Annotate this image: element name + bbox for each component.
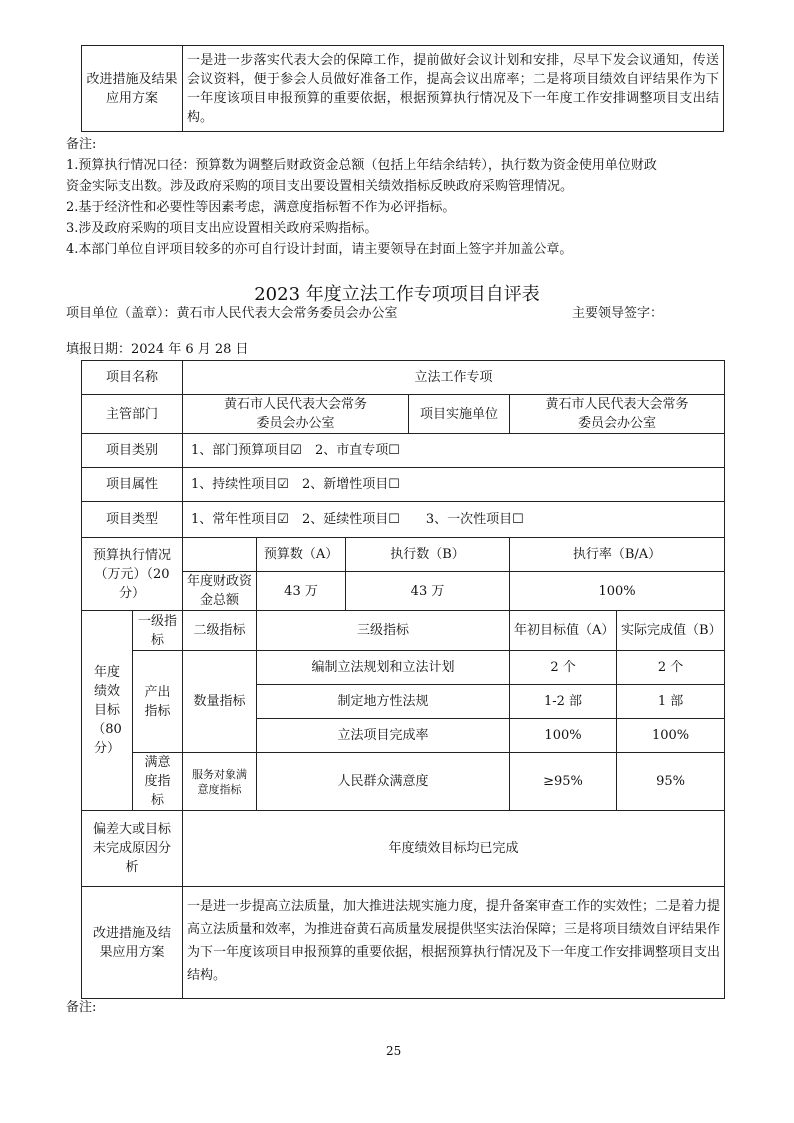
notes-block xyxy=(66,134,731,260)
indicator-actual: 2 个 xyxy=(617,651,725,685)
attr-value: 1、持续性项目☑ 2、新增性项目☐ xyxy=(183,468,725,502)
leader-sign: 主要领导签字： xyxy=(572,306,664,321)
level1-label: 一级指标 xyxy=(133,611,183,651)
budget-b: 43 万 xyxy=(346,572,510,611)
indicator-name: 编制立法规划和立法计划 xyxy=(257,651,510,685)
type-value: 1、常年性项目☑ 2、延续性项目☐ 3、一次性项目☐ xyxy=(183,502,725,538)
type-label: 项目类型 xyxy=(82,502,183,538)
satisfaction-l3: 人民群众满意度 xyxy=(257,753,510,811)
top-measures-table xyxy=(81,45,724,132)
satisfaction-target: ≥95% xyxy=(510,753,617,811)
budget-rate: 100% xyxy=(510,572,725,611)
project-name: 立法工作专项 xyxy=(183,361,725,395)
budget-a: 43 万 xyxy=(257,572,346,611)
actual-label: 实际完成值（B） xyxy=(617,611,725,651)
notes-heading: 备注: xyxy=(66,137,97,152)
level3-label: 三级指标 xyxy=(257,611,510,651)
self-eval-table xyxy=(81,360,725,999)
note-item: 3.涉及政府采购的项目支出应设置相关政府采购指标。 xyxy=(66,221,378,236)
level2-label: 二级指标 xyxy=(183,611,257,651)
attr-label: 项目属性 xyxy=(82,468,183,502)
indicator-name: 制定地方性法规 xyxy=(257,685,510,719)
quantity-label: 数量指标 xyxy=(183,651,257,753)
budget-col-rate: 执行率（B/A） xyxy=(510,538,725,572)
satisfaction-actual: 95% xyxy=(617,753,725,811)
measures-text: 一是进一步提高立法质量，加大推进法规实施力度，提升备案审查工作的实效性；二是着力提高立法质量和效率，为推进奋黄石高质量发展提供坚实法治保障；三是将项目绩效自评结果作为下一年度该项目申报预算的重要依据，根据预算执行情况及下一年度工作安排调整项目支出结构。 xyxy=(183,887,725,999)
impl-label: 项目实施单位 xyxy=(409,395,510,434)
note-item: 2.基于经济性和必要性等因素考虑，满意度指标暂不作为必评指标。 xyxy=(66,200,456,215)
budget-col-b: 执行数（B） xyxy=(346,538,510,572)
budget-blank xyxy=(183,538,257,572)
top-measures-text: 一是进一步落实代表大会的保障工作，提前做好会议计划和安排，尽早下发会议通知，传送会议资料，便于参会人员做好准备工作，提高会议出席率；二是将项目绩效自评结果作为下一年度该项目申报预算的重要依据，根据预算执行情况及下一年度工作安排调整项目支出结构。 xyxy=(183,46,724,132)
deviation-text: 年度绩效目标均已完成 xyxy=(183,811,725,887)
indicator-target: 2 个 xyxy=(510,651,617,685)
note-item: 资金实际支出数。涉及政府采购的项目支出要设置相关绩效指标反映政府采购管理情况。 xyxy=(66,179,574,194)
indicator-name: 立法项目完成率 xyxy=(257,719,510,753)
indicator-target: 100% xyxy=(510,719,617,753)
target-label: 年初目标值（A） xyxy=(510,611,617,651)
measures-label: 改进措施及结果应用方案 xyxy=(82,887,183,999)
output-label: 产出指标 xyxy=(133,651,183,753)
project-name-label: 项目名称 xyxy=(82,361,183,395)
category-label: 项目类别 xyxy=(82,434,183,468)
category-value: 1、部门预算项目☑ 2、市直专项☐ xyxy=(183,434,725,468)
page-number: 25 xyxy=(386,1044,402,1058)
note-item: 1.预算执行情况口径：预算数为调整后财政资金总额（包括上年结余结转），执行数为资金使用单位财政 xyxy=(66,158,657,173)
note-item: 4.本部门单位自评项目较多的亦可自行设计封面，请主要领导在封面上签字并加盖公章。 xyxy=(66,242,573,257)
deviation-label: 偏差大或目标未完成原因分析 xyxy=(82,811,183,887)
dept-label: 主管部门 xyxy=(82,395,183,434)
satisfaction-l2: 服务对象满意度指标 xyxy=(183,753,257,811)
indicator-target: 1-2 部 xyxy=(510,685,617,719)
impl-value: 黄石市人民代表大会常务委员会办公室 xyxy=(510,395,725,434)
unit-line: 项目单位（盖章）：黄石市人民代表大会常务委员会办公室 xyxy=(66,306,398,321)
fill-date: 填报日期：2024 年 6 月 28 日 xyxy=(66,342,249,357)
dept-value: 黄石市人民代表大会常务委员会办公室 xyxy=(183,395,409,434)
satisfaction-l1: 满意度指标 xyxy=(133,753,183,811)
budget-label: 预算执行情况（万元）（20分） xyxy=(82,538,183,611)
budget-row-label: 年度财政资金总额 xyxy=(183,572,257,611)
top-measures-label: 改进措施及结果应用方案 xyxy=(82,46,183,132)
page-title: 2023 年度立法工作专项项目自评表 xyxy=(254,284,540,305)
bottom-note: 备注: xyxy=(66,1000,97,1015)
indicator-actual: 1 部 xyxy=(617,685,725,719)
perf-label: 年度绩效目标（80分） xyxy=(82,611,133,811)
indicator-actual: 100% xyxy=(617,719,725,753)
budget-col-a: 预算数（A） xyxy=(257,538,346,572)
